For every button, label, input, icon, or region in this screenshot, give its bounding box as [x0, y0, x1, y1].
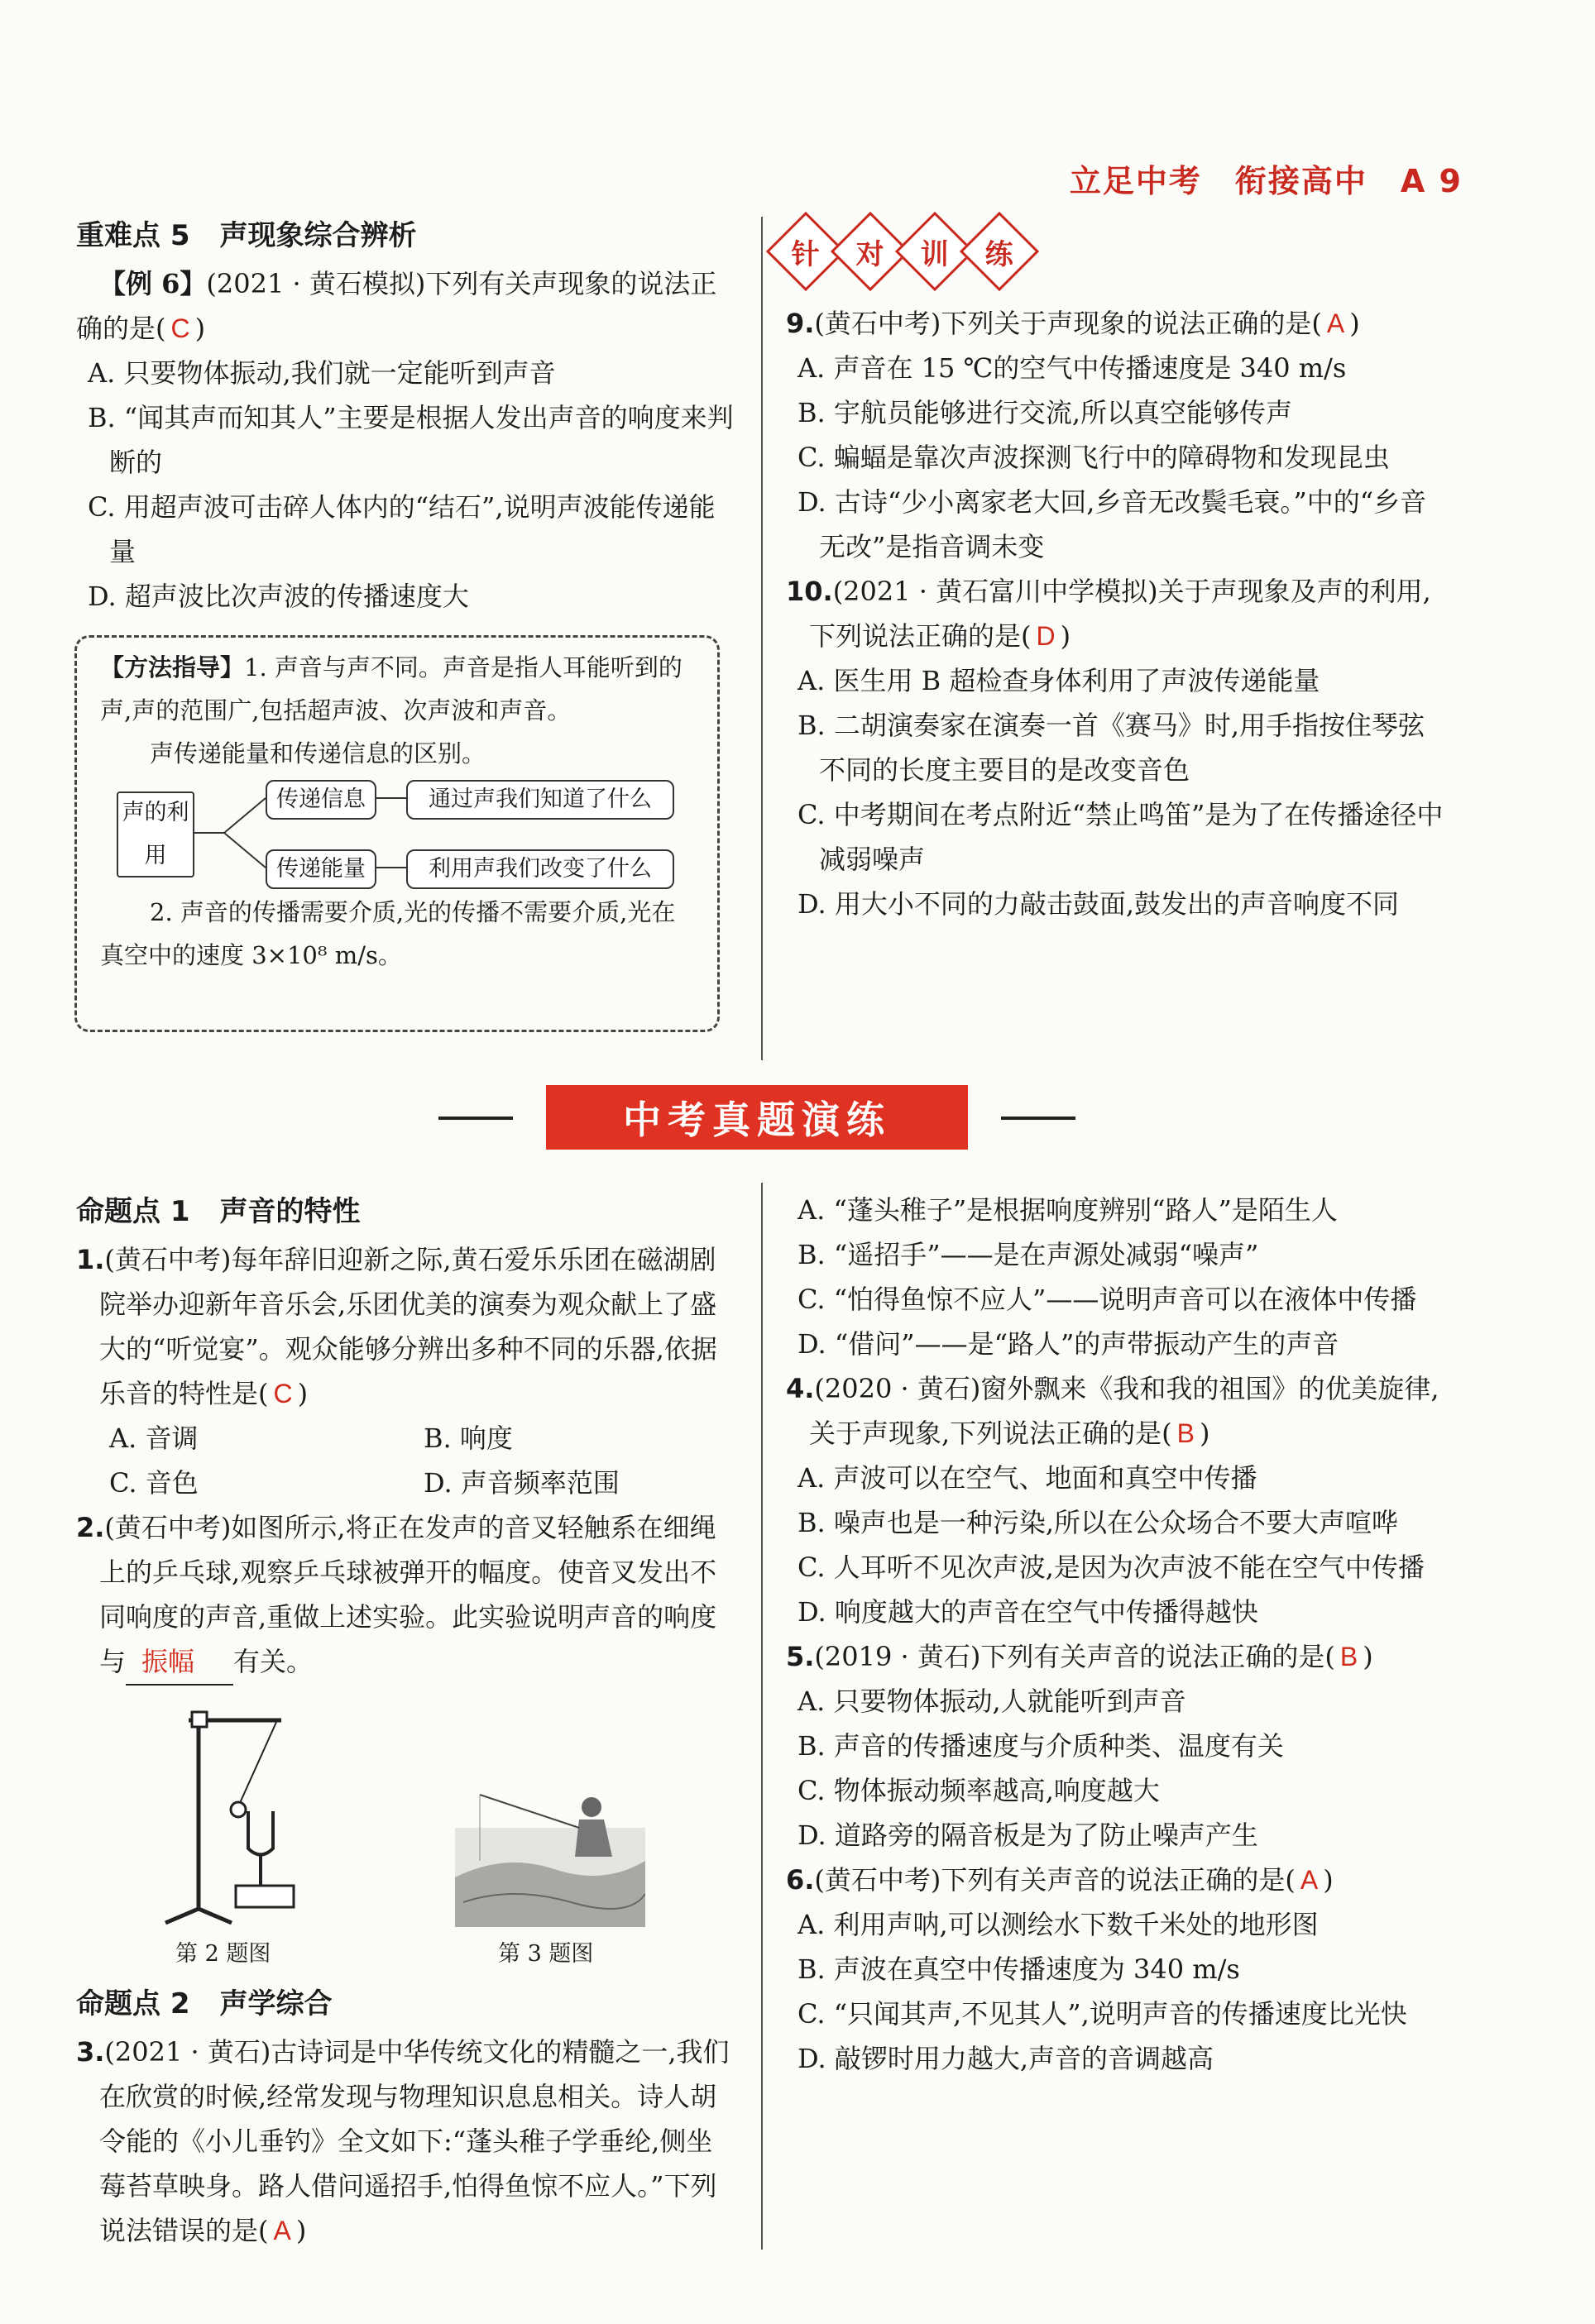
question-source: (2019 · 黄石)	[814, 1641, 981, 1672]
question-1	[76, 1237, 738, 1416]
topic-number: 命题点 1	[76, 1195, 190, 1228]
option: B. 声波在真空中传播速度为 340 m/s	[798, 1953, 1240, 1985]
question-text: 下列有关声音的说法正确的是(	[980, 1641, 1335, 1672]
example-text: 下列有关声现象的说法正确的是(	[76, 268, 717, 344]
answer-mark: C	[273, 1379, 293, 1408]
question-number: 1.	[76, 1244, 105, 1275]
option: B. 宇航员能够进行交流,所以真空能够传声	[798, 397, 1293, 428]
method-text-2: 声传递能量和传递信息的区别。	[150, 739, 486, 767]
page-header	[1070, 155, 1463, 201]
option: D. 响度越大的声音在空气中传播得越快	[798, 1596, 1258, 1628]
option: A. 声波可以在空气、地面和真空中传播	[798, 1462, 1257, 1494]
option-row	[76, 1461, 738, 1505]
method-text-1: 1. 声音与声不同。声音是指人耳能听到的声,声的范围广,包括超声波、次声波和声音。	[100, 653, 683, 724]
topic-name: 声学综合	[219, 1987, 333, 2020]
section-name: 声现象综合辨析	[219, 219, 417, 252]
mind-leaf-energy: 利用声我们改变了什么	[406, 849, 674, 889]
question-source: (黄石中考)	[104, 1244, 232, 1275]
example-source: (2021 · 黄石模拟)	[206, 268, 426, 299]
question-number: 6.	[786, 1864, 815, 1896]
question-source: (2021 · 黄石)	[104, 2036, 271, 2068]
method-text-3: 2. 声音的传播需要介质,光的传播不需要介质,光在真空中的速度 3×10⁸ m/s。	[100, 898, 676, 969]
paren-close: )	[1200, 1418, 1210, 1449]
question-number: 3.	[76, 2036, 105, 2068]
question-source: (2020 · 黄石)	[814, 1373, 981, 1404]
paren-close: )	[1060, 620, 1071, 652]
example-question	[76, 261, 738, 351]
banner-dash-right	[1001, 1117, 1075, 1120]
question-5	[786, 1634, 1448, 1679]
option: D. 超声波比次声波的传播速度大	[88, 581, 469, 612]
option: B. “遥招手”——是在声源处减弱“噪声”	[798, 1239, 1259, 1270]
question-text-tail: 有关。	[233, 1646, 314, 1677]
option: D. 古诗“少小离家老大回,乡音无改鬓毛衰。”中的“乡音无改”是指音调未变	[798, 486, 1427, 562]
question-3	[76, 2030, 738, 2253]
question-text: 下列有关声音的说法正确的是(	[941, 1864, 1296, 1896]
section-banner: 中考真题演练	[546, 1085, 968, 1150]
badge-char: 对	[856, 237, 884, 271]
option: A. 声音在 15 ℃的空气中传播速度是 340 m/s	[798, 352, 1347, 384]
question-source: (黄石中考)	[814, 308, 941, 339]
option: D. 声音频率范围	[424, 1467, 620, 1499]
bottom-left-column	[76, 1189, 738, 1686]
page-number: A 9	[1400, 163, 1463, 199]
paren-close: )	[297, 1378, 309, 1409]
question-9	[786, 301, 1448, 346]
fishing-child-figure	[455, 1778, 645, 1927]
option: C. “只闻其声,不见其人”,说明声音的传播速度比光快	[798, 1998, 1407, 2030]
option: C. “怕得鱼惊不应人”——说明声音可以在液体中传播	[798, 1284, 1417, 1315]
option: D. “借问”——是“路人”的声带振动产生的声音	[798, 1328, 1339, 1360]
column-divider-top	[761, 217, 763, 1060]
question-number: 4.	[786, 1373, 815, 1404]
topic-heading	[76, 1982, 738, 2026]
option: A. “蓬头稚子”是根据响度辨别“路人”是陌生人	[798, 1194, 1338, 1226]
option: B. 二胡演奏家在演奏一首《赛马》时,用手指按住琴弦不同的长度主要目的是改变音色	[798, 710, 1425, 786]
option: A. 医生用 B 超检查身体利用了声波传递能量	[798, 665, 1320, 696]
question-10	[786, 569, 1448, 658]
topic-name: 声音的特性	[219, 1195, 361, 1228]
right-top-column	[786, 301, 1448, 926]
figure-2-caption: 第 2 题图	[175, 1941, 271, 1967]
option: B. 响度	[424, 1423, 513, 1454]
question-text: 窗外飘来《我和我的祖国》的优美旋律,关于声现象,下列说法正确的是(	[809, 1373, 1439, 1449]
mind-root: 声的利用	[117, 791, 194, 877]
mind-leaf-info: 通过声我们知道了什么	[406, 780, 674, 820]
question-number: 10.	[786, 576, 833, 607]
option: C. 蝙蝠是靠次声波探测飞行中的障碍物和发现昆虫	[798, 442, 1390, 473]
answer-mark: B	[1176, 1418, 1195, 1448]
question-2	[76, 1505, 738, 1686]
paren-close: )	[1323, 1864, 1334, 1896]
paren-close: )	[1363, 1641, 1373, 1672]
option: A. 音调	[109, 1423, 199, 1454]
paren-close: )	[194, 313, 206, 344]
paren-close: )	[1349, 308, 1360, 339]
question-source: (黄石中考)	[104, 1512, 232, 1543]
answer-blank: 振幅	[126, 1639, 233, 1686]
question-text: 如图所示,将正在发声的音叉轻触系在细绳上的乒乓球,观察乒乓球被弹开的幅度。使音叉发出不同响度的声音,重做上述实验。此实验说明声音的响度与	[99, 1512, 717, 1677]
question-text: 每年辞旧迎新之际,黄石爱乐乐团在磁湖剧院举办迎新年音乐会,乐团优美的演奏为观众献上了盛大的“听觉宴”。观众能够分辨出多种不同的乐器,依据乐音的特性是(	[99, 1244, 717, 1409]
mind-branch-energy: 传递能量	[266, 849, 376, 889]
example-label: 【例 6】	[99, 268, 207, 299]
header-text: 立足中考 衔接高中	[1069, 163, 1367, 199]
answer-mark: A	[273, 2216, 291, 2245]
column-divider-bottom	[761, 1183, 763, 2250]
option: C. 物体振动频率越高,响度越大	[798, 1775, 1160, 1806]
answer-mark: B	[1339, 1642, 1358, 1671]
mind-map	[100, 775, 694, 891]
option: C. 用超声波可击碎人体内的“结石”,说明声波能传递能量	[88, 491, 716, 567]
badge-char: 练	[985, 237, 1013, 271]
figure-3-caption: 第 3 题图	[498, 1941, 594, 1967]
topic-number: 命题点 2	[76, 1987, 190, 2020]
method-p1	[100, 646, 694, 732]
option: B. 声音的传播速度与介质种类、温度有关	[798, 1730, 1284, 1762]
bottom-left-column-2	[76, 1982, 738, 2253]
badge-char: 训	[921, 237, 949, 271]
option: C. 中考期间在考点附近“禁止鸣笛”是为了在传播途径中减弱噪声	[798, 799, 1444, 875]
option: D. 道路旁的隔音板是为了防止噪声产生	[798, 1820, 1258, 1851]
question-text: 下列关于声现象的说法正确的是(	[941, 308, 1322, 339]
option: B. 噪声也是一种污染,所以在公众场合不要大声喧哗	[798, 1507, 1399, 1538]
option: A. 利用声呐,可以测绘水下数千米处的地形图	[798, 1909, 1319, 1940]
option: A. 只要物体振动,我们就一定能听到声音	[88, 357, 556, 389]
answer-mark: D	[1036, 621, 1056, 651]
left-top-column	[76, 213, 738, 619]
method-guide-box	[74, 635, 720, 1032]
option-row	[76, 1416, 738, 1461]
question-text: 古诗词是中华传统文化的精髓之一,我们在欣赏的时候,经常发现与物理知识息息相关。诗人胡令能的《小儿垂钓》全文如下:“蓬头稚子学垂纶,侧坐莓苔草映身。路人借问遥招手,怕得鱼惊不应人。”下列说法错误的是(	[99, 2036, 730, 2246]
question-number: 2.	[76, 1512, 105, 1543]
question-number: 5.	[786, 1641, 815, 1672]
training-badge	[778, 223, 1036, 280]
question-6	[786, 1858, 1448, 1902]
option: D. 用大小不同的力敲击鼓面,鼓发出的声音响度不同	[798, 888, 1400, 920]
question-text: 关于声现象及声的利用,下列说法正确的是(	[809, 576, 1431, 652]
option: B. “闻其声而知其人”主要是根据人发出声音的响度来判断的	[88, 402, 734, 478]
answer-mark: A	[1300, 1865, 1319, 1895]
option: D. 敲锣时用力越大,声音的音调越高	[798, 2043, 1214, 2074]
bottom-right-column	[786, 1188, 1448, 2081]
tuning-fork-figure	[149, 1704, 364, 1935]
question-number: 9.	[786, 308, 815, 339]
badge-diamond	[960, 212, 1039, 291]
mind-branch-info: 传递信息	[266, 780, 376, 820]
banner-dash-left	[438, 1117, 513, 1120]
question-4	[786, 1366, 1448, 1456]
question-source: (2021 · 黄石富川中学模拟)	[832, 576, 1158, 607]
option: C. 人耳听不见次声波,是因为次声波不能在空气中传播	[798, 1552, 1425, 1583]
paren-close: )	[295, 2215, 307, 2246]
option: A. 只要物体振动,人就能听到声音	[798, 1686, 1186, 1717]
badge-char: 针	[792, 237, 820, 271]
question-source: (黄石中考)	[814, 1864, 941, 1896]
option: C. 音色	[109, 1467, 199, 1499]
answer-mark: C	[170, 313, 190, 343]
topic-heading	[76, 1189, 738, 1234]
section-number: 重难点 5	[76, 219, 190, 252]
answer-mark: A	[1326, 308, 1345, 338]
section-heading	[76, 213, 738, 258]
method-title: 【方法指导】	[100, 653, 245, 681]
